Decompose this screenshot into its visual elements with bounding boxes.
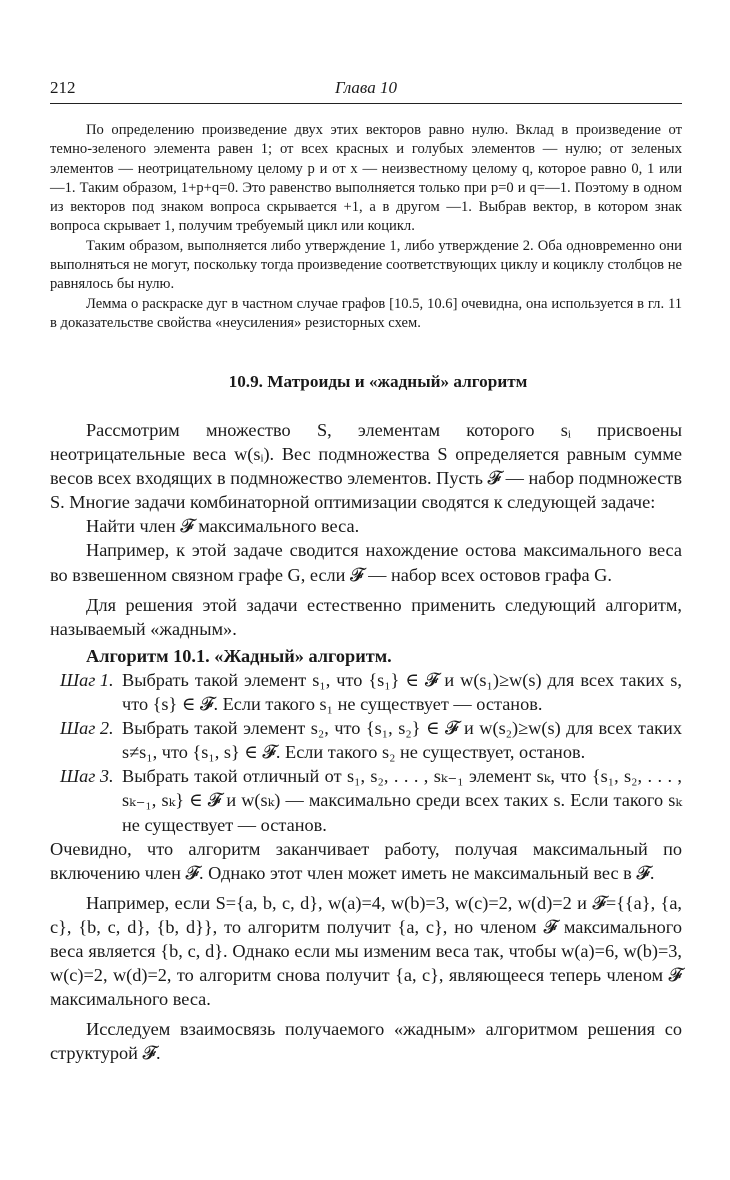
small-paragraph: По определению произведение двух этих векторов равно нулю. Вклад в произведение от темно-зеленого элемента равен 1; от всех красных и голубых элементов — нулю; от зеленых элементов — неотрицательному целому p и от x — неизвестному целому q, которое равно 0, 1 или —1. Таким образом, 1+p+q=0. Это равенство выполняется только при p=0 и q=—1. Поэтому в одном из векторов под знаком вопроса скрывается +1, а в другом —1. Выбрав вектор, в котором знак вопроса скрывает 1, получим требуемый цикл или коцикл. <box>50 122 682 235</box>
paragraph: Рассмотрим множество S, элементам которого sᵢ присвоены неотрицательные веса w(sᵢ). Вес подмножества S определяется равным сумме весов всех входящих в подмножество элементов. Пусть 𝓕 — набор подмножеств S. Многие задачи комбинаторной оптимизации сводятся к следующей задаче: <box>50 420 682 513</box>
running-title: Глава 10 <box>335 78 397 97</box>
algorithm-step <box>50 764 682 836</box>
algorithm-title: Алгоритм 10.1. «Жадный» алгоритм. <box>86 645 392 666</box>
paragraph: Например, к этой задаче сводится нахождение остова максимального веса во взвешенном связном графе G, если 𝓕 — набор всех остовов графа G. <box>50 540 682 585</box>
paragraph: Для решения этой задачи естественно применить следующий алгоритм, называемый «жадным». <box>50 594 682 639</box>
step-label: Шаг 3. <box>60 766 114 787</box>
small-print-block <box>50 121 682 333</box>
step-text: Выбрать такой элемент s₂, что {s₁, s₂} ∈ 𝓕 и w(s₂)≥w(s) для всех таких s≠s₁, что {s₁, s} ∈ 𝓕. Если такого s₂ не существует, останов. <box>122 718 682 763</box>
paragraph: Исследуем взаимосвязь получаемого «жадным» алгоритмом решения со структурой 𝓕. <box>50 1019 682 1064</box>
paragraph: Найти член 𝓕 максимального веса. <box>86 516 360 537</box>
paragraph: Очевидно, что алгоритм заканчивает работу, получая максимальный по включению член 𝓕. Однако этот член может иметь не максимальный вес в 𝓕. <box>50 838 682 883</box>
algorithm-step <box>50 716 682 764</box>
page-header <box>50 78 682 102</box>
section-title: 10.9. Матроиды и «жадный» алгоритм <box>228 372 528 391</box>
step-label: Шаг 2. <box>60 718 114 739</box>
main-text <box>50 418 682 1065</box>
step-text: Выбрать такой элемент s₁, что {s₁} ∈ 𝓕 и w(s₁)≥w(s) для всех таких s, что {s} ∈ 𝓕. Если такого s₁ не существует — останов. <box>122 669 682 715</box>
algorithm-step <box>50 668 682 716</box>
header-rule <box>50 103 682 104</box>
step-text: Выбрать такой отличный от s₁, s₂, . . . , sₖ₋₁ элемент sₖ, что {s₁, s₂, . . . , sₖ₋₁, sₖ} ∈ 𝓕 и w(sₖ) — максимально среди всех таких s. Если такого sₖ не существует — останов. <box>122 766 682 835</box>
small-paragraph: Лемма о раскраске дуг в частном случае графов [10.5, 10.6] очевидна, она используется в гл. 11 в доказательстве свойства «неусиления» резисторных схем. <box>50 295 682 331</box>
small-paragraph: Таким образом, выполняется либо утверждение 1, либо утверждение 2. Оба одновременно они выполняться не могут, поскольку тогда произведение соответствующих циклу и коциклу столбцов не равнялось бы нулю. <box>50 237 682 293</box>
paragraph: Например, если S={a, b, c, d}, w(a)=4, w(b)=3, w(c)=2, w(d)=2 и 𝓕={{a}, {a, c}, {b, c, d}, {b, d}}, то алгоритм получит {a, c}, но членом 𝓕 максимального веса является {b, c, d}. Однако если мы изменим веса так, чтобы w(a)=6, w(b)=3, w(c)=2, w(d)=2, то алгоритм снова получит {a, c}, являющееся теперь членом 𝓕 максимального веса. <box>50 892 682 1010</box>
page-number: 212 <box>50 78 76 97</box>
step-label: Шаг 1. <box>60 669 114 690</box>
